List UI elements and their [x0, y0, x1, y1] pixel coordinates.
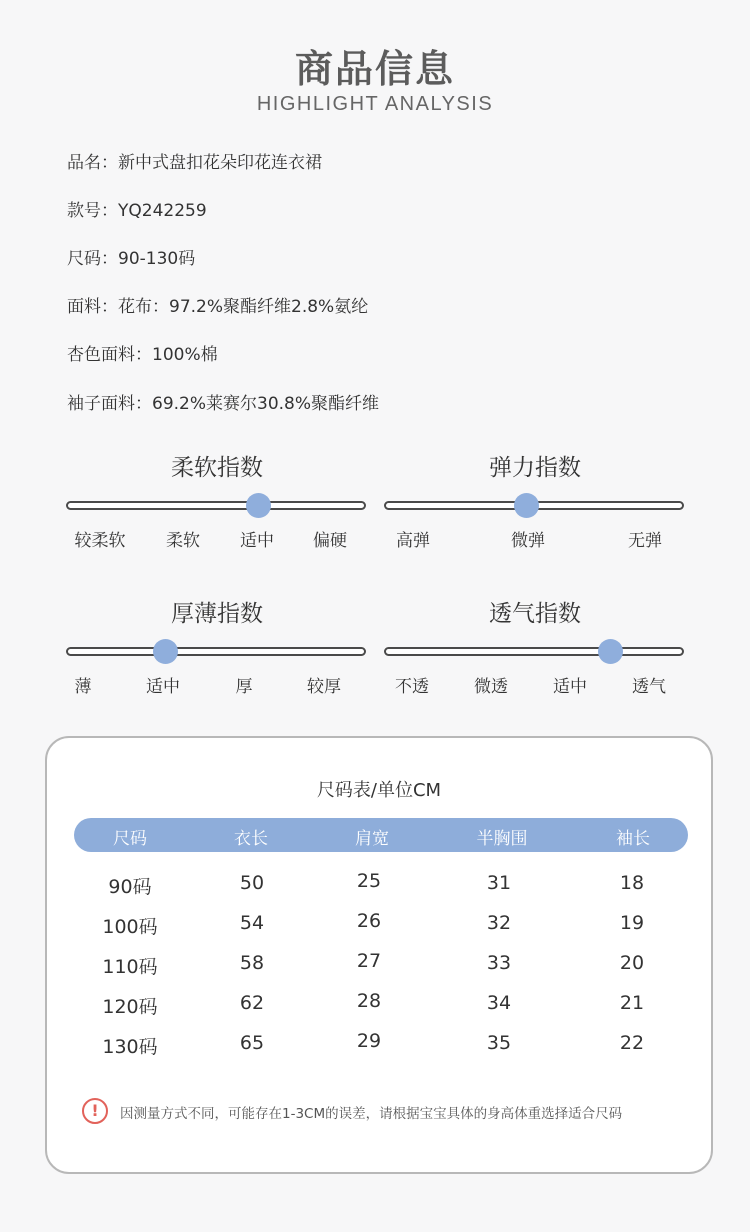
info-apricot-fabric: 杏色面料：100%棉 [67, 345, 218, 365]
breathability-label: 不透 [395, 677, 429, 697]
exclamation-icon: ! [82, 1098, 108, 1124]
thickness-label: 较厚 [307, 677, 341, 697]
info-sleeve-fabric: 袖子面料：69.2%莱赛尔30.8%聚酯纤维 [67, 394, 380, 414]
table-row [47, 912, 711, 942]
table-cell: 22 [619, 1032, 645, 1054]
softness-label: 偏硬 [313, 531, 347, 551]
table-cell: 120码 [102, 996, 158, 1018]
table-cell: 28 [356, 990, 382, 1012]
breathability-index [384, 595, 686, 715]
info-product-name: 品名：新中式盘扣花朵印花连衣裙 [67, 153, 322, 173]
header-cell-half-chest: 半胸围 [476, 829, 528, 849]
thickness-thumb [153, 639, 178, 664]
elasticity-thumb [514, 493, 539, 518]
table-cell: 34 [486, 992, 512, 1014]
header-cell-shoulder: 肩宽 [355, 829, 389, 849]
table-row [47, 952, 711, 982]
table-cell: 130码 [102, 1036, 158, 1058]
table-cell: 27 [356, 950, 382, 972]
thickness-index-title: 厚薄指数 [171, 601, 263, 627]
breathability-label: 微透 [474, 677, 508, 697]
thickness-index [66, 595, 368, 715]
thickness-track [66, 647, 366, 656]
measurement-note [82, 1098, 682, 1126]
table-row [47, 872, 711, 902]
size-table-header [74, 818, 688, 852]
elasticity-label: 微弹 [511, 531, 545, 551]
breathability-track [384, 647, 684, 656]
softness-index-title: 柔软指数 [171, 455, 263, 481]
table-cell: 25 [356, 870, 382, 892]
table-cell: 65 [239, 1032, 265, 1054]
thickness-label: 薄 [74, 677, 92, 697]
table-cell: 21 [619, 992, 645, 1014]
table-row [47, 992, 711, 1022]
table-cell: 110码 [102, 956, 158, 978]
softness-thumb [246, 493, 271, 518]
page-subtitle: HIGHLIGHT ANALYSIS [256, 93, 494, 115]
header-cell-size: 尺码 [113, 829, 147, 849]
header-cell-length: 衣长 [234, 829, 268, 849]
table-cell: 29 [356, 1030, 382, 1052]
table-cell: 33 [486, 952, 512, 974]
table-cell: 26 [356, 910, 382, 932]
elasticity-label: 高弹 [396, 531, 430, 551]
table-cell: 32 [486, 912, 512, 934]
breathability-index-title: 透气指数 [489, 601, 581, 627]
breathability-thumb [598, 639, 623, 664]
size-table-card [45, 736, 713, 1174]
table-cell: 58 [239, 952, 265, 974]
softness-index [66, 449, 368, 569]
table-cell: 100码 [102, 916, 158, 938]
breathability-label: 透气 [632, 677, 666, 697]
info-style-number: 款号：YQ242259 [67, 201, 207, 221]
breathability-label: 适中 [553, 677, 587, 697]
table-cell: 20 [619, 952, 645, 974]
elasticity-index [384, 449, 686, 569]
thickness-label: 厚 [235, 677, 253, 697]
table-row [47, 1032, 711, 1062]
softness-track [66, 501, 366, 510]
page-title: 商品信息 [294, 47, 455, 91]
table-cell: 50 [239, 872, 265, 894]
table-cell: 18 [619, 872, 645, 894]
table-cell: 31 [486, 872, 512, 894]
table-cell: 54 [239, 912, 265, 934]
softness-label: 较柔软 [74, 531, 126, 551]
table-cell: 19 [619, 912, 645, 934]
softness-label: 适中 [240, 531, 274, 551]
size-table-title: 尺码表/单位CM [316, 780, 442, 801]
softness-label: 柔软 [166, 531, 200, 551]
measurement-note-text: 因测量方式不同，可能存在1-3CM的误差，请根据宝宝具体的身高体重选择适合尺码 [120, 1106, 623, 1122]
elasticity-index-title: 弹力指数 [489, 455, 581, 481]
info-size: 尺码：90-130码 [67, 249, 196, 269]
thickness-label: 适中 [146, 677, 180, 697]
header-cell-sleeve: 袖长 [616, 829, 650, 849]
table-cell: 90码 [108, 876, 152, 898]
elasticity-label: 无弹 [628, 531, 662, 551]
table-cell: 35 [486, 1032, 512, 1054]
info-fabric: 面料：花布：97.2%聚酯纤维2.8%氨纶 [67, 297, 369, 317]
table-cell: 62 [239, 992, 265, 1014]
